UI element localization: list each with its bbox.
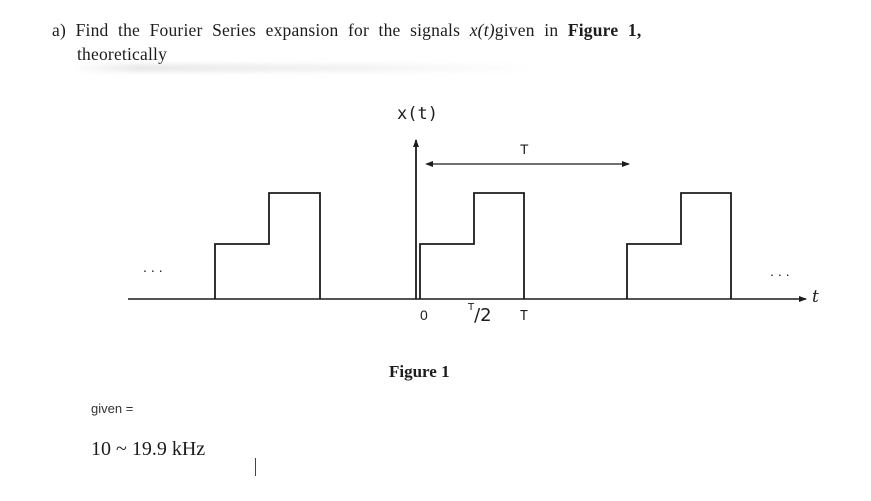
y-axis-label: x(t) [397,104,438,124]
question-text-after: given in [494,20,568,40]
pulse-right [627,193,731,299]
half-period-numerator: T [468,302,475,313]
given-label: given = [91,401,134,416]
given-value: 10 ~ 19.9 kHz [91,438,206,460]
question-line-2: theoretically [77,44,168,64]
text-cursor [255,458,256,476]
ellipsis-right: ... [770,263,794,279]
question-text-before: Find the Fourier Series expansion for the signals [75,20,470,40]
figure-reference: Figure 1, [567,20,642,40]
period-tick-label: T [520,309,528,324]
signal-symbol: x(t) [469,20,495,40]
period-label: T [520,141,529,157]
period-arrow-left-head [425,161,433,167]
x-axis-label: t [812,287,819,307]
half-period-tick-label [468,302,492,326]
origin-tick-label: 0 [420,307,428,323]
half-period-denominator: /2 [474,305,492,326]
figure-caption: Figure 1 [389,362,450,381]
pulse-center [420,193,524,299]
ellipsis-left: ... [143,259,167,275]
question-prefix: a) [52,20,76,40]
pulse-left [215,193,320,299]
